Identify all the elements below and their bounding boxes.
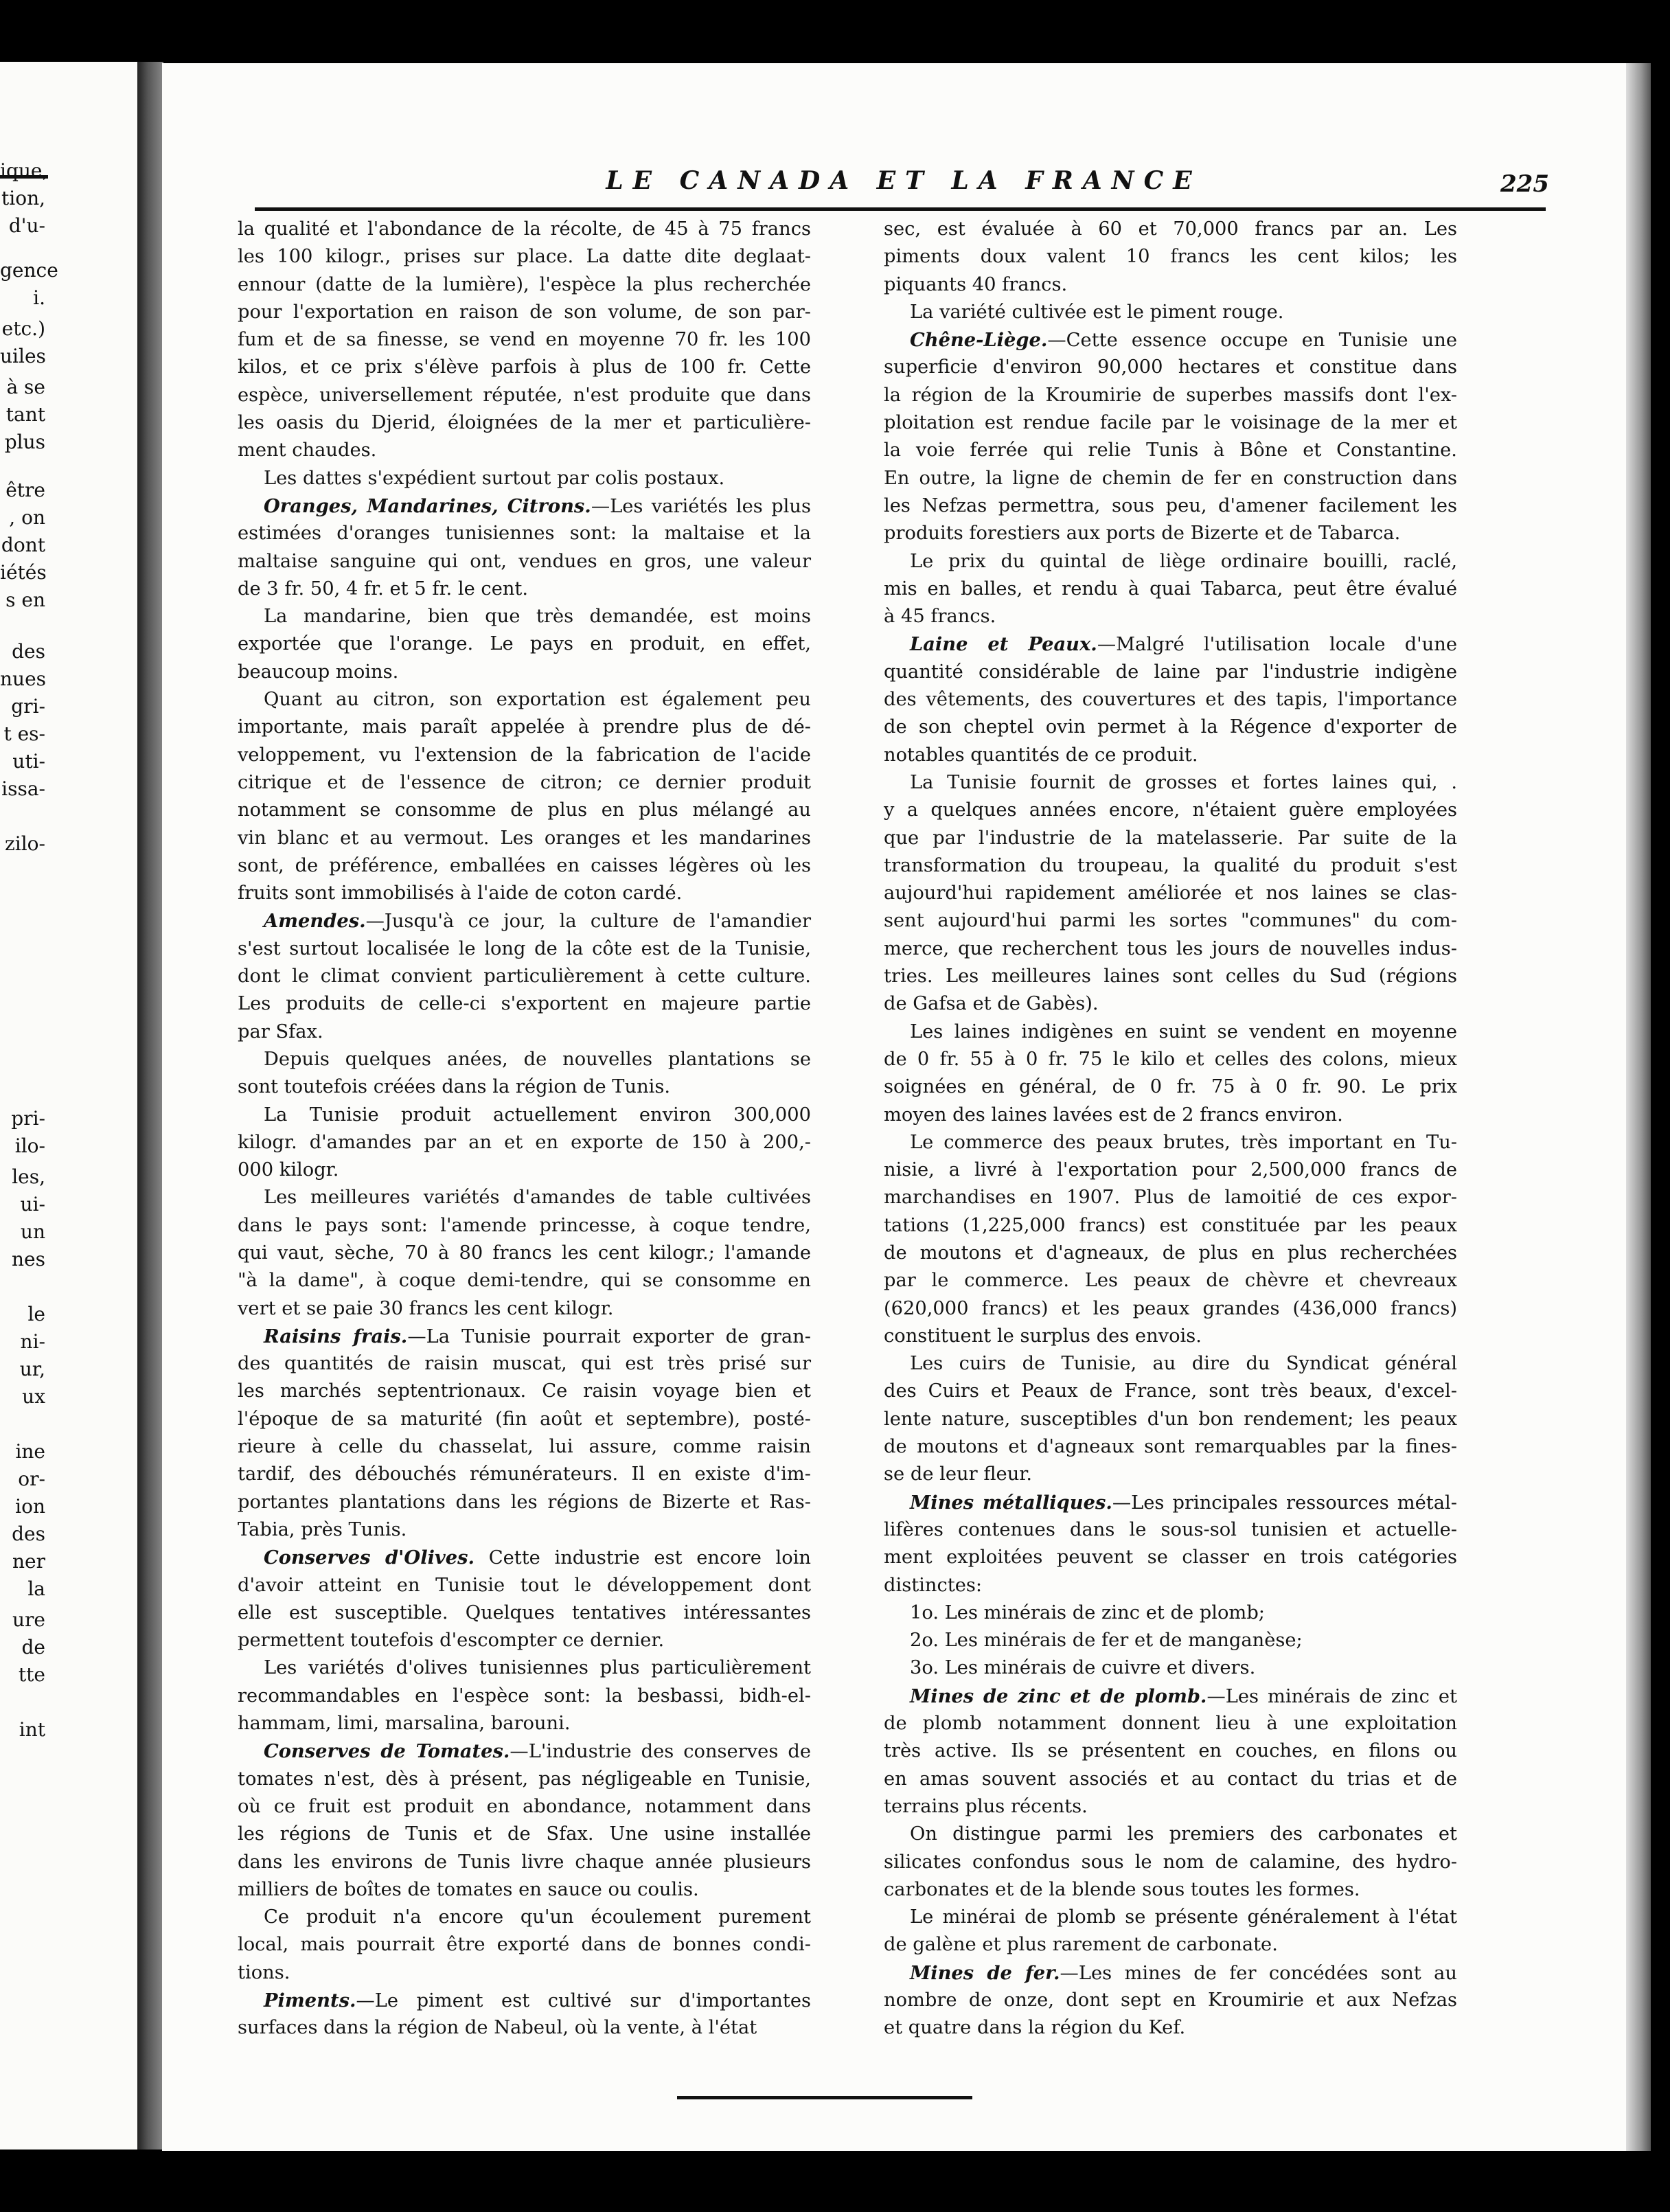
text-line: ennour (datte de la lumière), l'espèce la plus recherchée xyxy=(238,273,811,295)
text-line: portantes plantations dans les régions de Bizerte et Ras- xyxy=(238,1491,811,1513)
left-page-fragment: t es- xyxy=(3,722,45,745)
text-line: kilos, et ce prix s'élève parfois à plus de 100 fr. Cette xyxy=(238,356,811,378)
text-line: Tabia, près Tunis. xyxy=(238,1518,407,1540)
text-line: de plomb notamment donnent lieu à une exploitation xyxy=(884,1713,1457,1735)
text-line: surfaces dans la région de Nabeul, où la vente, à l'état xyxy=(238,2017,757,2039)
text-line: d'avoir atteint en Tunisie tout le développement dont xyxy=(238,1574,811,1596)
text-line: lifères contenues dans le sous-sol tunisien et actuelle- xyxy=(884,1518,1457,1540)
text-line: permettent toutefois d'escompter ce dernier. xyxy=(238,1630,665,1652)
text-line xyxy=(238,492,811,520)
left-page-fragment: nes xyxy=(12,1248,45,1270)
text-line: (620,000 francs) et les peaux grandes (436,000 francs) xyxy=(884,1297,1457,1319)
text-line: 1o. Les minérais de zinc et de plomb; xyxy=(910,1601,1265,1623)
text-line xyxy=(238,1987,811,2014)
text-line: mis en balles, et rendu à quai Tabarca, peut être évalué xyxy=(884,578,1457,600)
text-line: de 0 fr. 55 à 0 fr. 75 le kilo et celles des colons, mieux xyxy=(884,1048,1457,1070)
text-line: La mandarine, bien que très demandée, est moins xyxy=(264,606,811,628)
text-line: espèce, universellement réputée, n'est produite que dans xyxy=(238,384,811,406)
text-line: 000 kilogr. xyxy=(238,1159,339,1181)
text-line: soignées en général, de 0 fr. 75 à 0 fr. 90. Le prix xyxy=(884,1076,1457,1098)
text-line: Depuis quelques anées, de nouvelles plantations se xyxy=(264,1048,811,1070)
page-number: 225 xyxy=(1500,170,1549,198)
left-page-fragment: tant xyxy=(5,403,45,426)
text-line: la voie ferrée qui relie Tunis à Bône et Constantine. xyxy=(884,440,1457,461)
text-line: les marchés septentrionaux. Ce raisin voyage bien et xyxy=(238,1380,811,1402)
text-line xyxy=(884,1959,1457,1987)
line-text: Cette industrie est encore loin xyxy=(474,1547,812,1569)
text-line: ment exploitées peuvent se classer en trois catégories xyxy=(884,1547,1457,1569)
text-line: de moutons et d'agneaux sont remarquables par la fines- xyxy=(884,1436,1457,1458)
left-page-fragment: int xyxy=(19,1718,45,1741)
text-line: de son cheptel ovin permet à la Régence d'exporter de xyxy=(884,716,1457,738)
text-line: ment chaudes. xyxy=(238,440,377,461)
text-line: rieure à celle du chasselat, lui assure, comme raisin xyxy=(238,1436,811,1458)
text-line: ploitation est rendue facile par le voisinage de la mer et xyxy=(884,412,1457,434)
text-line: Le minérai de plomb se présente généralement à l'état xyxy=(910,1906,1457,1928)
section-heading: Raisins frais. xyxy=(264,1325,408,1347)
text-line: carbonates et de la blende sous toutes les formes. xyxy=(884,1878,1360,1900)
line-text: —L'industrie des conserves de xyxy=(510,1741,811,1763)
text-line: quantité considérable de laine par l'industrie indigène xyxy=(884,661,1457,683)
line-text: —Malgré l'utilisation locale d'une xyxy=(1097,634,1457,656)
section-heading: Mines de fer. xyxy=(910,1961,1060,1984)
text-line: maltaise sanguine qui ont, vendues en gros, une valeur xyxy=(238,550,811,572)
text-line: 3o. Les minérais de cuivre et divers. xyxy=(910,1657,1256,1679)
text-line: kilogr. d'amandes par an et en exporte de 150 à 200,- xyxy=(238,1131,811,1153)
text-line xyxy=(884,630,1457,658)
left-page-fragment: plus xyxy=(4,431,45,453)
left-page-fragment: à se xyxy=(6,376,45,398)
text-line: silicates confondus sous le nom de calamine, des hydro- xyxy=(884,1851,1457,1873)
text-line: fum et de sa finesse, se vend en moyenne 70 fr. les 100 xyxy=(238,329,811,351)
text-line: La Tunisie fournit de grosses et fortes laines qui, . xyxy=(910,771,1457,793)
left-page-fragments xyxy=(0,62,137,2150)
text-line: nombre de onze, dont sept en Kroumirie et aux Nefzas xyxy=(884,1989,1457,2011)
text-line: des quantités de raisin muscat, qui est très prisé sur xyxy=(238,1353,811,1375)
text-line: s'est surtout localisée le long de la côte est de la Tunisie, xyxy=(238,937,811,959)
text-line: elle est susceptible. Quelques tentatives intéressantes xyxy=(238,1601,811,1623)
text-line: aujourd'hui rapidement améliorée et nos laines se clas- xyxy=(884,882,1457,904)
text-line: produits forestiers aux ports de Bizerte et de Tabarca. xyxy=(884,523,1401,545)
text-line: Quant au citron, son exportation est également peu xyxy=(264,689,811,711)
text-line: notables quantités de ce produit. xyxy=(884,744,1198,766)
left-page-fragment: ur, xyxy=(19,1358,45,1380)
text-line: superficie d'environ 90,000 hectares et constitue dans xyxy=(884,356,1457,378)
text-line: sec, est évaluée à 60 et 70,000 francs par an. Les xyxy=(884,218,1457,240)
book-gutter xyxy=(137,62,163,2150)
text-line xyxy=(884,1683,1457,1710)
text-line: tomates n'est, dès à présent, pas négligeable en Tunisie, xyxy=(238,1768,811,1790)
left-page-fragment: or- xyxy=(18,1468,45,1490)
text-line: où ce fruit est produit en abondance, notamment dans xyxy=(238,1795,811,1817)
page-edge-shadow xyxy=(1626,63,1651,2151)
text-line: moyen des laines lavées est de 2 francs environ. xyxy=(884,1104,1343,1126)
text-line: Les variétés d'olives tunisiennes plus particulièrement xyxy=(264,1657,811,1679)
document-page xyxy=(162,63,1626,2151)
text-line: citrique et de l'essence de citron; ce dernier produit xyxy=(238,771,811,793)
line-text: —Les variétés les plus xyxy=(591,495,811,517)
text-line: merce, que recherchent tous les jours de nouvelles indus- xyxy=(884,937,1457,959)
section-heading: Conserves d'Olives. xyxy=(264,1547,475,1569)
text-line xyxy=(884,326,1457,354)
left-page-fragment: zilo- xyxy=(5,832,45,855)
running-head: LE CANADA ET LA FRANCE xyxy=(606,166,1202,195)
text-line: distinctes: xyxy=(884,1574,983,1596)
text-line: Ce produit n'a encore qu'un écoulement purement xyxy=(264,1906,811,1928)
left-page-fragment: ure xyxy=(12,1608,45,1631)
left-page-fragment: ine xyxy=(15,1440,45,1463)
left-page-fragment: d'u- xyxy=(8,214,45,237)
text-line: Le commerce des peaux brutes, très important en Tu- xyxy=(910,1131,1457,1153)
left-page-fragment: etc.) xyxy=(1,317,45,340)
text-line: local, mais pourrait être exporté dans de bonnes condi- xyxy=(238,1934,811,1956)
left-page-fragment: ique, xyxy=(0,159,49,182)
page-header xyxy=(258,166,1549,207)
text-line: nisie, a livré à l'exportation pour 2,500,000 francs de xyxy=(884,1159,1457,1181)
left-page-fragment: gri- xyxy=(11,695,45,718)
text-line: piments doux valent 10 francs les cent kilos; les xyxy=(884,246,1457,268)
text-line: la région de la Kroumirie de superbes massifs dont l'ex- xyxy=(884,384,1457,406)
text-line: à 45 francs. xyxy=(884,606,996,628)
left-page-fragment: uti- xyxy=(12,750,45,773)
left-page-fragment: la xyxy=(27,1577,45,1600)
text-line: dont le climat convient particulièrement à cette culture. xyxy=(238,966,811,988)
left-page-fragment: iétés xyxy=(0,561,47,584)
text-line: qui vaut, sèche, 70 à 80 francs les cent kilogr.; l'amande xyxy=(238,1242,811,1264)
text-line: Les produits de celle-ci s'exportent en majeure partie xyxy=(238,993,811,1015)
text-line: Les dattes s'expédient surtout par colis postaux. xyxy=(264,467,725,489)
text-line xyxy=(238,1544,811,1571)
text-line: les régions de Tunis et de Sfax. Une usine installée xyxy=(238,1823,811,1845)
left-page-fragment: être xyxy=(5,479,45,501)
text-line: hammam, limi, marsalina, barouni. xyxy=(238,1713,571,1735)
text-line: lente nature, susceptibles d'un bon rendement; les peaux xyxy=(884,1408,1457,1430)
line-text: —Le piment est cultivé sur d'importantes xyxy=(356,1990,811,2011)
text-line: tations (1,225,000 francs) est constituée par les peaux xyxy=(884,1214,1457,1236)
text-line: se de leur fleur. xyxy=(884,1463,1033,1485)
text-line: estimées d'oranges tunisiennes sont: la maltaise et la xyxy=(238,523,811,545)
text-line: en amas souvent associés et au contact du trias et de xyxy=(884,1768,1457,1790)
section-heading: Conserves de Tomates. xyxy=(264,1740,510,1763)
text-line: vin blanc et au vermout. Les oranges et les mandarines xyxy=(238,827,811,849)
text-line: très active. Ils se présentent en couches, en filons ou xyxy=(884,1740,1457,1762)
text-line: sent aujourd'hui parmi les sortes "communes" du com- xyxy=(884,910,1457,932)
left-page-fragment: de xyxy=(21,1636,45,1658)
text-line: transformation du troupeau, la qualité du produit s'est xyxy=(884,854,1457,876)
left-page-fragment: issa- xyxy=(1,777,45,800)
text-line: de moutons et d'agneaux, de plus en plus recherchées xyxy=(884,1242,1457,1264)
text-column-left xyxy=(238,216,811,2139)
text-line: les 100 kilogr., prises sur place. La datte dite deglaat- xyxy=(238,246,811,268)
text-line: fruits sont immobilisés à l'aide de coton cardé. xyxy=(238,882,683,904)
text-line: des vêtements, des couvertures et des tapis, l'importance xyxy=(884,689,1457,711)
left-page-fragment: ux xyxy=(22,1385,45,1408)
text-line: les oasis du Djerid, éloignées de la mer et particulière- xyxy=(238,412,811,434)
line-text: —Jusqu'à ce jour, la culture de l'amandier xyxy=(365,911,811,933)
left-page-fragment: ni- xyxy=(20,1330,45,1353)
text-column-right xyxy=(884,216,1457,2139)
text-line: constituent le surplus des envois. xyxy=(884,1325,1202,1347)
text-line: et quatre dans la région du Kef. xyxy=(884,2017,1186,2039)
line-text: —Les minérais de zinc et xyxy=(1206,1685,1457,1707)
left-page-fragment: s en xyxy=(5,589,45,611)
line-text: —Les principales ressources métal- xyxy=(1112,1492,1458,1514)
left-page-fragment: ion xyxy=(15,1495,45,1518)
text-line: Le prix du quintal de liège ordinaire bouilli, raclé, xyxy=(910,550,1457,572)
text-line: exportée que l'orange. Le pays en produit, en effet, xyxy=(238,633,811,655)
text-line: que par l'industrie de la matelasserie. Par suite de la xyxy=(884,827,1457,849)
left-page-fragment: , on xyxy=(9,506,45,529)
left-page-fragment: un xyxy=(20,1220,45,1243)
text-line: 2o. Les minérais de fer et de manganèse; xyxy=(910,1630,1303,1652)
text-line: par Sfax. xyxy=(238,1021,323,1042)
text-line: notamment se consomme de plus en plus mélangé au xyxy=(238,799,811,821)
text-line: de galène et plus rarement de carbonate. xyxy=(884,1934,1278,1956)
text-line: piquants 40 francs. xyxy=(884,273,1068,295)
left-page-fragment: ui- xyxy=(20,1193,45,1216)
left-page-fragment: ner xyxy=(12,1550,45,1573)
text-line: dans le pays sont: l'amende princesse, à coque tendre, xyxy=(238,1214,811,1236)
text-line: Les cuirs de Tunisie, au dire du Syndicat général xyxy=(910,1353,1457,1375)
text-line: Les laines indigènes en suint se vendent en moyenne xyxy=(910,1021,1457,1042)
text-line: veloppement, vu l'extension de la fabrication de l'acide xyxy=(238,744,811,766)
text-line xyxy=(238,907,811,935)
line-text: —La Tunisie pourrait exporter de gran- xyxy=(407,1325,811,1347)
left-page-fragment: des xyxy=(12,640,45,663)
left-page-fragment: des xyxy=(12,1523,45,1545)
text-line: Les meilleures variétés d'amandes de table cultivées xyxy=(264,1187,811,1209)
section-heading: Oranges, Mandarines, Citrons. xyxy=(264,494,591,517)
text-line: l'époque de sa maturité (fin août et septembre), posté- xyxy=(238,1408,811,1430)
text-line: sont toutefois créées dans la région de Tunis. xyxy=(238,1076,671,1098)
left-page-fragment: le xyxy=(27,1303,45,1325)
text-line: "à la dame", à coque demi-tendre, qui se consomme en xyxy=(238,1270,811,1292)
text-line: la qualité et l'abondance de la récolte, de 45 à 75 francs xyxy=(238,218,811,240)
section-heading: Mines métalliques. xyxy=(910,1491,1112,1514)
text-line: par le commerce. Les peaux de chèvre et chevreaux xyxy=(884,1270,1457,1292)
left-page-fragment: tion, xyxy=(1,187,45,209)
left-page-fragment: gence xyxy=(0,259,58,282)
left-page-fragment: tte xyxy=(18,1663,45,1686)
text-line: La Tunisie produit actuellement environ 300,000 xyxy=(264,1104,811,1126)
section-heading: Mines de zinc et de plomb. xyxy=(910,1685,1207,1707)
text-line: tions. xyxy=(238,1961,290,1983)
text-line: tardif, des débouchés rémunérateurs. Il en existe d'im- xyxy=(238,1463,811,1485)
text-line: beaucoup moins. xyxy=(238,661,399,683)
text-line: terrains plus récents. xyxy=(884,1795,1088,1817)
text-line: pour l'exportation en raison de son volume, de son par- xyxy=(238,301,811,323)
text-line: des Cuirs et Peaux de France, sont très beaux, d'excel- xyxy=(884,1380,1457,1402)
text-line xyxy=(238,1737,811,1765)
section-heading: Piments. xyxy=(264,1989,356,2011)
header-rule xyxy=(255,207,1546,211)
text-line: les Nefzas permettra, sous peu, d'amener facilement les xyxy=(884,494,1457,516)
left-page-fragment: pri- xyxy=(11,1107,45,1130)
text-line: marchandises en 1907. Plus de lamoitié de ces expor- xyxy=(884,1187,1457,1209)
left-page-fragment: i. xyxy=(33,286,45,309)
text-line: recommandables en l'espèce sont: la besbassi, bidh-el- xyxy=(238,1685,811,1707)
line-text: —Cette essence occupe en Tunisie une xyxy=(1047,330,1457,352)
text-line: tries. Les meilleures laines sont celles du Sud (régions xyxy=(884,966,1457,988)
text-line: vert et se paie 30 francs les cent kilogr. xyxy=(238,1297,614,1319)
text-line: importante, mais paraît appelée à prendre plus de dé- xyxy=(238,716,811,738)
text-line: de 3 fr. 50, 4 fr. et 5 fr. le cent. xyxy=(238,578,529,600)
text-line: La variété cultivée est le piment rouge. xyxy=(910,301,1284,323)
text-line xyxy=(238,1323,811,1350)
section-heading: Laine et Peaux. xyxy=(910,633,1097,656)
text-line xyxy=(884,1489,1457,1516)
text-line: milliers de boîtes de tomates en sauce ou coulis. xyxy=(238,1878,699,1900)
text-line: En outre, la ligne de chemin de fer en construction dans xyxy=(884,467,1457,489)
text-line: sont, de préférence, emballées en caisses légères où les xyxy=(238,854,811,876)
footer-rule xyxy=(677,2096,972,2099)
previous-page-edge xyxy=(0,62,137,2150)
section-heading: Amendes. xyxy=(264,910,366,933)
text-line: y a quelques années encore, n'étaient guère employées xyxy=(884,799,1457,821)
text-line: On distingue parmi les premiers des carbonates et xyxy=(910,1823,1457,1845)
left-page-fragment: nues xyxy=(0,668,47,690)
text-line: dans les environs de Tunis livre chaque année plusieurs xyxy=(238,1851,811,1873)
left-page-fragment: uiles xyxy=(0,345,46,367)
left-page-fragment: dont xyxy=(1,534,45,556)
left-page-fragment: ilo- xyxy=(14,1134,45,1157)
left-page-fragment: les, xyxy=(12,1165,45,1188)
section-heading: Chêne-Liège. xyxy=(910,329,1048,352)
text-line: de Gafsa et de Gabès). xyxy=(884,993,1099,1015)
line-text: —Les mines de fer concédées sont au xyxy=(1060,1962,1457,1984)
